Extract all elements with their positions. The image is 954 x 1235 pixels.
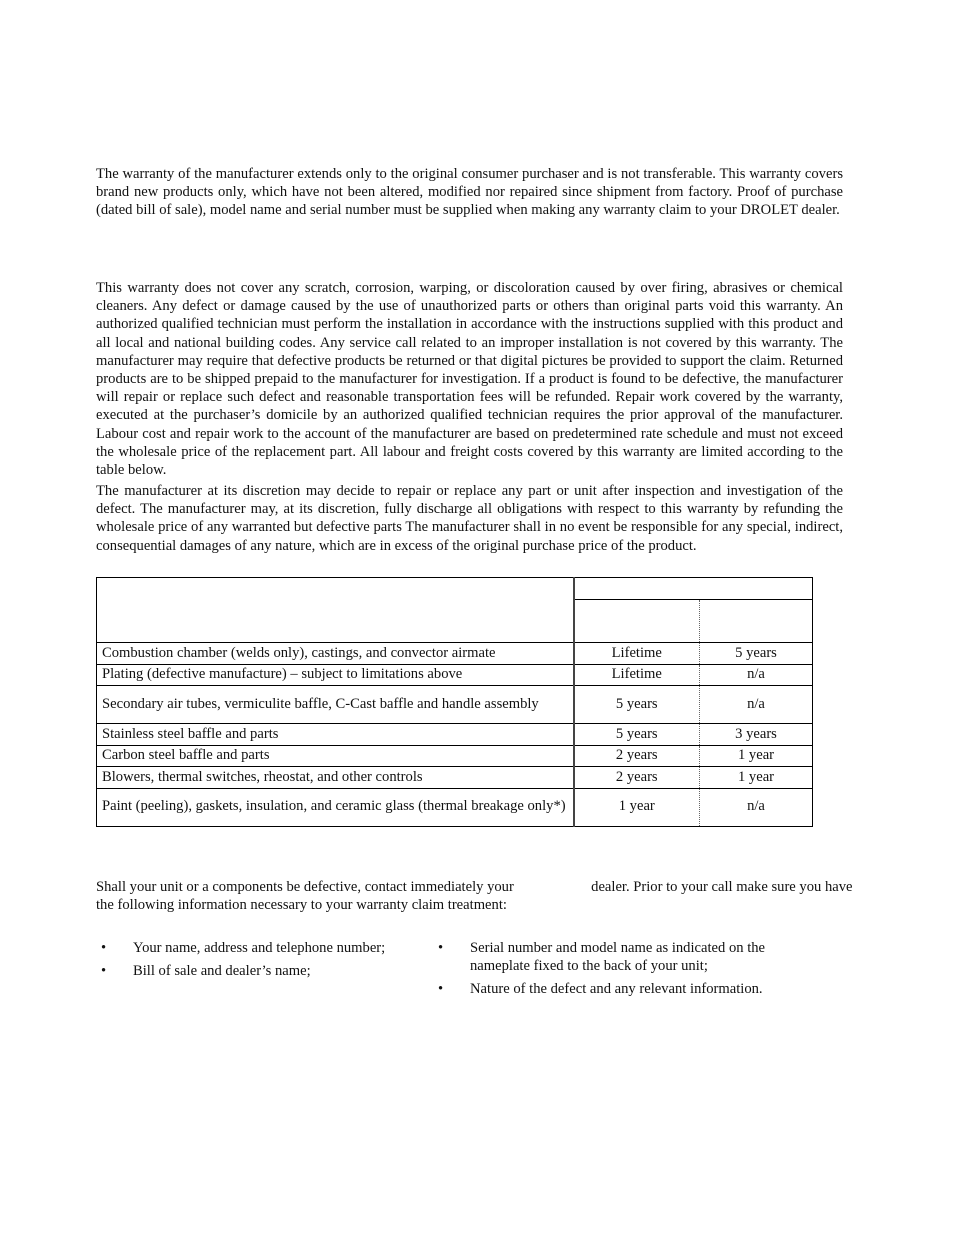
table-row bbox=[97, 788, 813, 826]
required-info-list-left bbox=[96, 939, 426, 985]
table-cell-parts: 5 years bbox=[574, 686, 700, 724]
list-item: • Your name, address and telephone number; bbox=[96, 939, 426, 957]
table-cell-labour: n/a bbox=[700, 788, 813, 826]
table-cell-labour: 1 year bbox=[700, 745, 813, 767]
table-cell-parts: Lifetime bbox=[574, 643, 700, 665]
warranty-exclusions-paragraph: This warranty does not cover any scratch, corrosion, warping, or discoloration caused by over firing, abrasives or chemical cleaners. Any defect or damage caused by the use of unauthorized parts or others than original parts void this warranty. An authorized qualified technician must perform the installation in accordance with the instructions supplied with this product and all local and national building codes. Any service call related to an improper installation is not covered by this warranty. The manufacturer may require that defective products be returned or that digital pictures be provided to support the claim. Returned products are to be shipped prepaid to the manufacturer for investigation. If a product is found to be defective, the manufacturer will repair or replace such defect and reasonable transportation fees will be refunded. Repair work covered by the warranty, executed at the purchaser’s domicile by an authorized qualified technician requires the prior approval of the manufacturer. Labour cost and repair work to the account of the manufacturer are based on predetermined rate schedule and must not exceed the wholesale price of the replacement part. All labour and freight costs covered by this warranty are limited according to the table below. bbox=[96, 280, 843, 479]
table-cell-parts: 5 years bbox=[574, 724, 700, 746]
contact-text-before: Shall your unit or a components be defective, contact immediately your bbox=[96, 879, 514, 895]
list-item: • Bill of sale and dealer’s name; bbox=[96, 962, 426, 980]
table-header-labour bbox=[700, 600, 813, 643]
table-row bbox=[97, 686, 813, 724]
table-header-parts bbox=[574, 600, 700, 643]
table-cell-labour: n/a bbox=[700, 686, 813, 724]
table-cell-parts: 2 years bbox=[574, 745, 700, 767]
table-cell-item: Blowers, thermal switches, rheostat, and other controls bbox=[97, 767, 574, 789]
table-cell-item: Paint (peeling), gaskets, insulation, and ceramic glass (thermal breakage only*) bbox=[97, 788, 574, 826]
list-item: • Serial number and model name as indicated on the nameplate fixed to the back of your unit; bbox=[433, 939, 813, 975]
table-cell-labour: n/a bbox=[700, 664, 813, 686]
table-cell-item: Carbon steel baffle and parts bbox=[97, 745, 574, 767]
table-cell-item: Plating (defective manufacture) – subject to limitations above bbox=[97, 664, 574, 686]
table-cell-labour: 1 year bbox=[700, 767, 813, 789]
table-row bbox=[97, 767, 813, 789]
table-subheader-row bbox=[97, 600, 813, 643]
required-info-list-right bbox=[433, 939, 813, 1004]
warranty-coverage-table bbox=[96, 577, 813, 827]
table-header-warranty bbox=[574, 578, 813, 600]
table-cell-parts: 2 years bbox=[574, 767, 700, 789]
table-row bbox=[97, 664, 813, 686]
table-row bbox=[97, 643, 813, 665]
warranty-transfer-paragraph: The warranty of the manufacturer extends only to the original consumer purchaser and is not transferable. This warranty covers brand new products only, which have not been altered, modified nor repaired since shipment from factory. Proof of purchase (dated bill of sale), model name and serial number must be supplied when making any warranty claim to your DROLET dealer. bbox=[96, 166, 843, 219]
list-item: • Nature of the defect and any relevant information. bbox=[433, 980, 813, 998]
table-cell-item: Combustion chamber (welds only), castings, and convector airmate bbox=[97, 643, 574, 665]
contact-text-after: dealer. Prior to your call make sure you have the following information necessary to your warranty claim treatment: bbox=[96, 879, 853, 914]
table-cell-item: Stainless steel baffle and parts bbox=[97, 724, 574, 746]
table-cell-labour: 5 years bbox=[700, 643, 813, 665]
table-row bbox=[97, 745, 813, 767]
table-cell-labour: 3 years bbox=[700, 724, 813, 746]
table-cell-parts: Lifetime bbox=[574, 664, 700, 686]
table-cell-item: Secondary air tubes, vermiculite baffle, C-Cast baffle and handle assembly bbox=[97, 686, 574, 724]
contact-dealer-paragraph bbox=[96, 878, 856, 914]
table-cell-parts: 1 year bbox=[574, 788, 700, 826]
table-header-description bbox=[97, 578, 574, 600]
table-header-row bbox=[97, 578, 813, 600]
table-subheader-description bbox=[97, 600, 574, 643]
table-row bbox=[97, 724, 813, 746]
warranty-discretion-paragraph: The manufacturer at its discretion may decide to repair or replace any part or unit after inspection and investigation of the defect. The manufacturer may, at its discretion, fully discharge all obligations with respect to this warranty by refunding the wholesale price of any warranted but defective parts The manufacturer shall in no event be responsible for any special, indirect, consequential damages of any nature, which are in excess of the original purchase price of the product. bbox=[96, 483, 843, 554]
